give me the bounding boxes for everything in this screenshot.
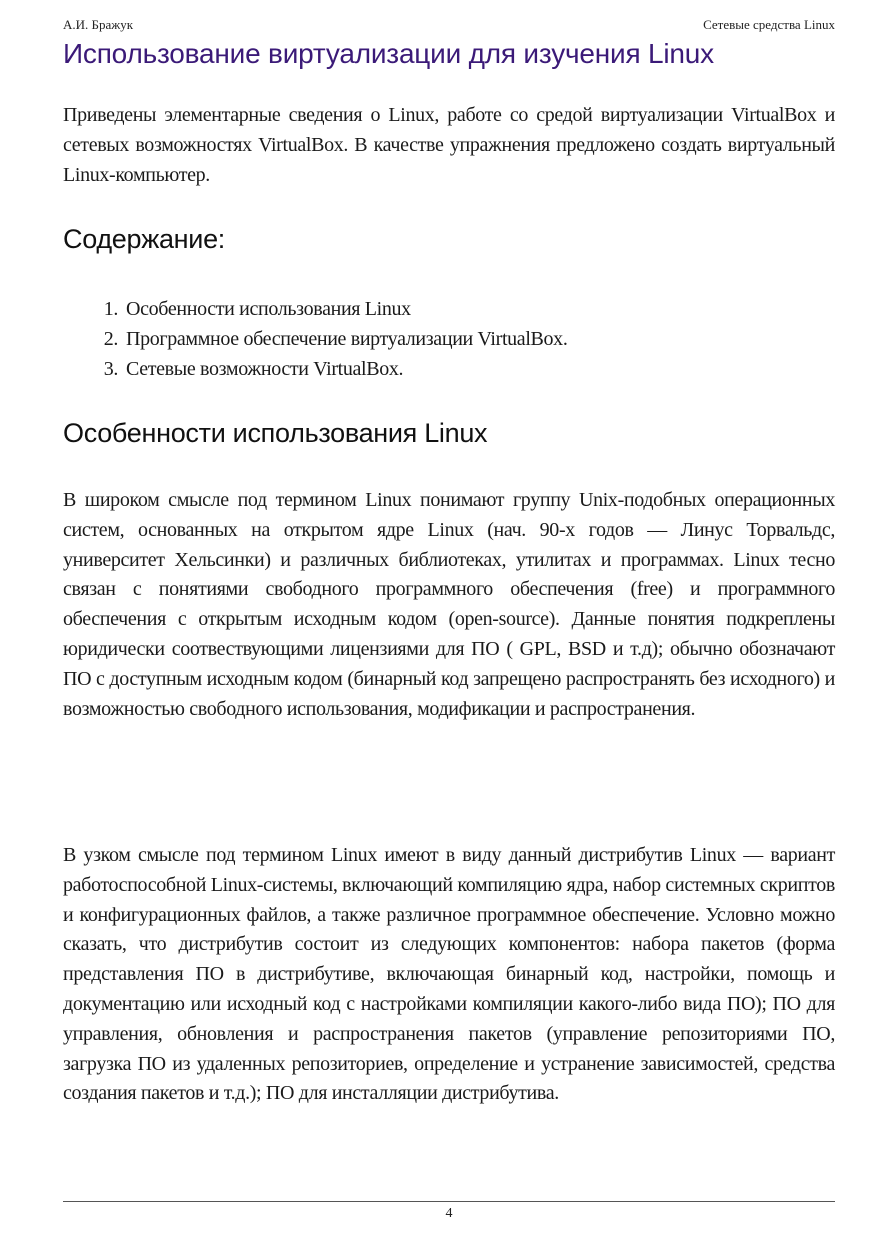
toc-item (63, 294, 835, 324)
page-number: 4 (445, 1206, 453, 1221)
header-author: А.И. Бражук (63, 17, 134, 32)
body-paragraph: В широком смысле под термином Linux понимают группу Unix-подобных операционных систем, основанных на открытом ядре Linux (нач. 90-х годов — Линус Торвальдс, университет Хельсинки) и различных библиотеках, утилитах и программах. Linux тесно связан с понятиями свободного программного обеспечения (free) и программного обеспечения с открытым исходным кодом (open-source). Данные понятия подкреплены юридически соотвествующими лицензиями для ПО ( GPL, BSD и т.д); обычно обозначают ПО с доступным исходным кодом (бинарный код запрещено распространять без исходного) и возможностью свободного использования, модификации и распространения. (63, 489, 835, 720)
body-paragraph: В узком смысле под термином Linux имеют в виду данный дистрибутив Linux — вариант работоспособной Linux-системы, включающий компиляцию ядра, набор системных скриптов и конфигурационных файлов, а также различное программное обеспечение. Условно можно сказать, что дистрибутив состоит из следующих компонентов: набора пакетов (форма представления ПО в дистрибутиве, включающая бинарный код, настройки, помощь и документацию или исходный код с настройками компиляции какого-либо вида ПО); ПО для управления, обновления и распространения пакетов (управление репозиториями ПО, загрузка ПО из удаленных репозиториев, определение и устранение зависимостей, средства создания пакетов и т.д.); ПО для инсталляции дистрибутива. (63, 844, 835, 1105)
toc-item (63, 354, 835, 384)
toc-item-number: 1. (103, 298, 118, 320)
footer-divider (63, 1201, 835, 1202)
toc-item-label: Сетевые возможности VirtualBox. (126, 358, 404, 380)
toc-item-number: 2. (103, 328, 118, 350)
toc-item-number: 3. (103, 358, 118, 380)
toc-item-label: Программное обеспечение виртуализации VirtualBox. (126, 328, 568, 350)
running-header (63, 17, 835, 33)
toc-item-label: Особенности использования Linux (126, 298, 411, 320)
toc-item (63, 324, 835, 354)
document-page (63, 0, 835, 1241)
section-heading: Особенности использования Linux (63, 418, 488, 448)
toc-heading: Содержание: (63, 224, 225, 254)
table-of-contents (63, 294, 835, 384)
header-running-title: Сетевые средства Linux (703, 17, 835, 32)
document-title: Использование виртуализации для изучения Linux (63, 38, 714, 69)
abstract-paragraph: Приведены элементарные сведения о Linux, работе со средой виртуализации VirtualBox и сетевых возможностях VirtualBox. В качестве упражнения предложено создать виртуальный Linux-компьютер. (63, 104, 835, 186)
